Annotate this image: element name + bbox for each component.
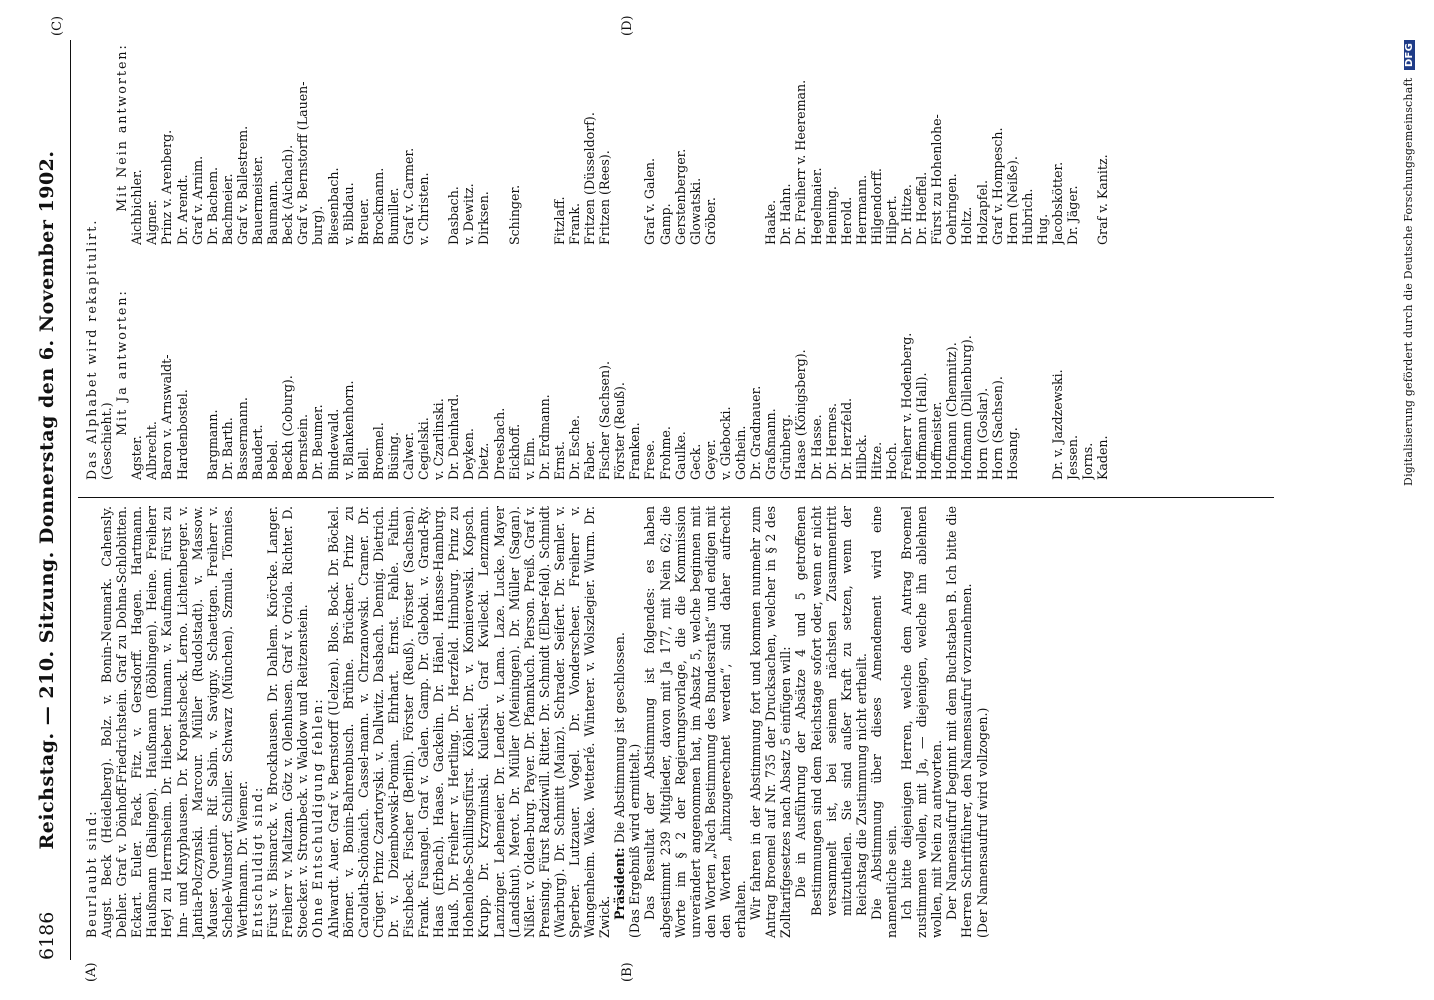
- vote-row: [809, 10, 824, 480]
- vote-row: [854, 10, 869, 480]
- right-column: [84, 10, 1110, 480]
- vote-row: [507, 10, 522, 480]
- ja-name: Dr. Hasse.: [808, 414, 824, 480]
- ja-name: Hardenbostel.: [174, 389, 190, 480]
- ja-name: Gaulke.: [672, 431, 688, 480]
- nein-name: Hegelmaier.: [808, 167, 824, 245]
- vote-row: [235, 10, 250, 480]
- vote-row: [386, 10, 401, 480]
- bitte-paragraph: Ich bitte diejenigen Herren, welche dem Antrag Broemel zustimmen wollen, mit Ja, — diejenigen, welche ihn ablehnen wollen, mit Nein zu antworten.: [899, 506, 945, 938]
- nein-name: Graf v. Ballestrem.: [234, 125, 250, 245]
- ja-name: v. Glebocki.: [717, 406, 733, 480]
- vote-headings: [114, 10, 129, 480]
- nein-name: Fürst zu Hohenlohe-: [929, 114, 945, 245]
- vote-row: [371, 10, 386, 480]
- vote-row: [582, 10, 597, 480]
- nein-name: Biesenbach.: [325, 167, 341, 245]
- vote-row: [416, 10, 431, 480]
- nein-name: [492, 10, 507, 245]
- ja-name: Horn (Sachsen).: [989, 376, 1005, 480]
- vote-row: [461, 10, 476, 480]
- nein-name: Oehringen.: [944, 173, 960, 245]
- nein-name: Herold.: [838, 196, 854, 245]
- vote-row: [914, 10, 929, 480]
- ja-name: Freiherr v. Hodenberg.: [899, 332, 915, 480]
- nein-name: Dr. Hahn.: [778, 183, 794, 245]
- nein-name: Dirksen.: [476, 191, 492, 245]
- margin-mark-d: (D): [620, 15, 635, 36]
- ja-name: [1020, 245, 1035, 480]
- vote-row: [431, 10, 446, 480]
- ja-heading: Mit Ja antworten:: [114, 289, 130, 436]
- nein-name: Hubrich.: [1019, 188, 1035, 245]
- vote-row: [295, 10, 310, 480]
- nein-name: Dr. Jäger.: [1065, 185, 1081, 245]
- nein-name: Graf v. Carmer.: [400, 147, 416, 245]
- vote-row: [144, 10, 159, 480]
- margin-mark-a: (A): [84, 962, 99, 982]
- ja-name: Dr. Erdmann.: [536, 394, 552, 480]
- nein-name: Dr. Bachem.: [204, 166, 220, 245]
- vote-row: [627, 10, 642, 480]
- ja-name: Förster (Reuß).: [612, 382, 628, 480]
- ja-name: Faber.: [582, 440, 598, 480]
- nein-name: Gröber.: [702, 197, 718, 245]
- vote-row: [658, 10, 673, 480]
- vote-row: [824, 10, 839, 480]
- vote-row: [220, 10, 235, 480]
- nein-name: [748, 10, 763, 245]
- vote-row: [1065, 10, 1080, 480]
- ja-name: Dreesbach.: [491, 407, 507, 480]
- margin-mark-b: (B): [620, 962, 635, 982]
- ja-name: Hoffmeister.: [929, 401, 945, 480]
- ja-name: Baudert.: [250, 424, 266, 480]
- nein-name: Graf v. Kanitz.: [1095, 154, 1111, 245]
- quote-paragraph: Die in Ausführung der Absätze 4 und 5 getroffenen Bestimmungen sind dem Reichstage sofort oder, wenn er nicht versammelt ist, bei seinem nächsten Zusammentritt mitzutheilen. Sie sind außer Kraft zu setzen, wenn der Reichstag die Zustimmung nicht ertheilt.: [793, 506, 869, 916]
- vote-row: [310, 10, 325, 480]
- ja-name: Dr. Hermes.: [823, 402, 839, 480]
- ja-name: Hoffmann (Hall).: [914, 372, 930, 480]
- praesident-label: Präsident:: [612, 847, 628, 920]
- alphabet-line: Das Alphabet wird rekapitulirt.: [84, 218, 99, 480]
- ja-name: Eickhoff.: [506, 423, 522, 480]
- ergebnis-note: (Das Ergebniß wird ermittelt.): [627, 743, 643, 938]
- vote-row: [929, 10, 944, 480]
- vote-row: [446, 10, 461, 480]
- entschuldigt-list: Fürst v. Bismarck. v. Brockhausen. Dr. Dahlem. Knörcke. Langer. Freiherr v. Maltzan. Götz v. Olenhusen. Graf v. Oriola. Richter. D. Stoecker. v. Strombeck. v. Waldow und Reitzenstein.: [265, 506, 311, 938]
- ja-name: Jessen.: [1065, 435, 1081, 480]
- ja-name: Deyken.: [461, 428, 477, 480]
- ja-name: v. Elm.: [521, 437, 537, 480]
- nein-name: Jacobskötter.: [1050, 161, 1065, 245]
- page-header: [28, 40, 68, 960]
- nein-name: Dr. Hoeffel.: [914, 171, 930, 245]
- nein-name: v. Dewitz.: [461, 183, 477, 245]
- vote-row: [899, 10, 914, 480]
- ja-name: Hitze.: [868, 441, 884, 480]
- ja-name: Geyer.: [702, 439, 718, 480]
- vote-row: [975, 10, 990, 480]
- vote-row: [341, 10, 356, 480]
- ja-name: Frese.: [642, 439, 658, 480]
- ja-name: Dr. Beumer.: [310, 404, 326, 480]
- vote-row: [129, 10, 144, 480]
- vote-row: [733, 10, 748, 480]
- nein-name: Holtz.: [959, 206, 975, 245]
- nein-name: Dasbach.: [446, 186, 462, 245]
- nein-name: Bachmeier.: [219, 173, 235, 245]
- header-rule: [70, 40, 71, 960]
- nein-name: Breuer.: [355, 198, 371, 245]
- vote-row: [944, 10, 959, 480]
- ja-name: Baron v. Arnswaldt-: [159, 354, 175, 480]
- vote-row: [356, 10, 371, 480]
- ja-name: Cegielski.: [416, 417, 432, 480]
- ja-name: Hosang.: [1004, 427, 1020, 480]
- ja-name: Beckh (Coburg).: [280, 375, 296, 480]
- ja-name: Dr. Herzfeld.: [838, 397, 854, 480]
- nein-name: Graf v. Hompesch.: [989, 127, 1005, 245]
- vote-row: [265, 10, 280, 480]
- vote-row: [869, 10, 884, 480]
- vote-row: [688, 10, 703, 480]
- ja-name: Calwer.: [400, 431, 416, 480]
- ja-name: Fischer (Sachsen).: [597, 360, 613, 480]
- nein-name: burg).: [310, 205, 326, 245]
- beurlaubt-heading: Beurlaubt sind:: [84, 809, 99, 938]
- vote-row: [250, 10, 265, 480]
- ja-name: Bebel.: [265, 439, 281, 480]
- nein-name: Glowatski.: [687, 177, 703, 245]
- vote-row: [552, 10, 567, 480]
- vote-row: [778, 10, 793, 480]
- result-paragraph: Das Resultat der Abstimmung ist folgendes: es haben abgestimmt 239 Mitglieder, davon mit Ja 177, mit Nein 62; die Worte im § 2 der Regierungsvorlage, die die Kommission unverändert angenommen hat, im Absatz 5, welche beginnen mit den Worten „Nach Bestimmung des Bundesraths“ und endigen mit den Worten „hinzugerechnet werden“, sind daher aufrecht erhalten.: [642, 506, 749, 938]
- vote-row: [612, 10, 627, 480]
- nein-name: Prinz v. Arenberg.: [159, 129, 175, 245]
- nein-name: Hug.: [1034, 213, 1050, 245]
- nein-name: Fritzen (Düsseldorf).: [582, 112, 598, 245]
- margin-mark-c: (C): [50, 15, 65, 36]
- nein-name: Hilpert.: [883, 195, 899, 245]
- ja-name: Frohme.: [657, 426, 673, 480]
- geschieht-note: (Geschieht.): [99, 402, 115, 480]
- nein-heading: Mit Nein antworten:: [114, 43, 130, 212]
- left-column: [84, 506, 990, 938]
- ja-name: Hofmann (Dillenburg).: [959, 335, 975, 480]
- ja-name: Broemel.: [370, 422, 386, 480]
- vote-row: [476, 10, 491, 480]
- vote-row: [175, 10, 190, 480]
- nein-name: Dr. Hitze.: [899, 184, 915, 245]
- vote-row: [205, 10, 220, 480]
- ja-name: Dr. Gradnauer.: [748, 385, 764, 480]
- praesident-line: [612, 506, 627, 938]
- ja-name: v. Czarlinski.: [431, 398, 447, 480]
- digitization-note: [1402, 40, 1415, 960]
- ja-name: Franken.: [627, 422, 643, 480]
- nein-name: v. Bibdau.: [340, 182, 356, 245]
- ja-name: Haase (Königsberg).: [793, 349, 809, 480]
- beurlaubt-list: Augst. Beck (Heidelberg). Bolz. v. Bonin-Neumark. Cahensly. Dehler. Graf v. Dönhoff-Friedrichstein. Graf zu Dohna-Schlobitten. Eckart. Euler. Fack. Fitz. v. Gersdorff. Hagen. Hartmann. Haußmann (Balingen). Haußmann (Böblingen). Heine. Freiherr Heyl zu Herrnsheim. Dr. Hieber. Humann. v. Kaufmann. Fürst zu Inn- und Knyphausen. Dr. Kropatscheck. Lerno. Lichtenberger. v. Jantia-Polczynski. Marcour. Müller (Rudolstadt). v. Massow. Mauser. Quentin. Rif. Sabin. v. Savigny. Schaettgen. Freiherr v. Schele-Wunstorf. Schiller. Schwarz (München). Szmula. Tönnies. Werthmann. Dr. Wiemer.: [99, 506, 250, 938]
- ja-name: Bindewald.: [325, 408, 341, 480]
- praesident-text: Die Abstimmung ist geschlossen.: [612, 632, 628, 844]
- vote-row: [959, 10, 974, 480]
- nein-name: Aigner.: [144, 199, 160, 245]
- nein-name: Frank.: [567, 202, 582, 245]
- ja-name: Hilbck.: [853, 434, 869, 480]
- vote-row: [1005, 10, 1020, 480]
- vote-row: [839, 10, 854, 480]
- nein-name: Gerstenberger.: [672, 148, 688, 245]
- vote-row: [763, 10, 778, 480]
- nein-name: [1080, 10, 1095, 245]
- vote-row: [1050, 10, 1065, 480]
- fortfahren-paragraph: Wir fahren in der Abstimmung fort und kommen nunmehr zum Antrag Broemel auf Nr. 735 der Drucksachen, welcher in § 2 des Zolltarifgesetzes nach Absatz 5 einfügen will:: [748, 506, 794, 938]
- ja-name: Dr. Deinhard.: [446, 393, 462, 480]
- vote-row: [1020, 10, 1035, 480]
- vote-row: [642, 10, 657, 480]
- ohne-heading: Ohne Entschuldigung fehlen:: [310, 697, 326, 938]
- nein-name: Dr. Freiherr v. Heereman.: [793, 79, 809, 245]
- nein-name: Baumann.: [265, 180, 281, 245]
- nein-name: [431, 10, 446, 245]
- ja-name: Gothein.: [733, 425, 749, 480]
- ja-name: Bernstein.: [295, 414, 311, 480]
- vote-list: [129, 10, 1110, 480]
- ja-name: Albrecht.: [144, 421, 160, 480]
- ja-name: Dr. Esche.: [567, 414, 582, 480]
- vote-row: [1080, 10, 1095, 480]
- nein-name: [733, 10, 748, 245]
- vote-row: [522, 10, 537, 480]
- vote-row: [159, 10, 174, 480]
- vote-row: [567, 10, 582, 480]
- vote-row: [597, 10, 612, 480]
- ja-name: Horn (Goslar).: [974, 387, 990, 480]
- nein-name: Aichbichler.: [129, 169, 145, 245]
- vote-row: [190, 10, 205, 480]
- running-title: Reichstag. — 210. Sitzung. Donnerstag den 6. November 1902.: [36, 150, 58, 850]
- ja-name: Jorns.: [1080, 442, 1096, 480]
- ohne-list: Ahlwardt. Auer. Graf v. Bernstorff (Uelzen). Blos. Bock. Dr. Böckel. Börner. v. Bonin-Bahrenbusch. Brühne. Brückner. Prinz zu Carolath-Schönaich. Cassel-mann. v. Chrzanowski. Cramer. Dr. Crüger. Prinz Czartoryski. v. Dallwitz. Dasbach. Dennig. Dietrich. Dr. v. Dziembowski-Pomian. Ehrhart. Ernst. Fahle. Faltin. Fischbeck. Fischer (Berlin). Förster (Reuß). Förster (Sachsen). Frank. Fusangel. Graf v. Galen. Gamp. Dr. Gleboki. v. Grand-Ry. Haas (Erbach). Haase. Gackelin. Dr. Hänel. Hansse-Hamburg. Hauß. Dr. Freiherr v. Hertling. Dr. Herzfeld. Himburg. Prinz zu Hohenlohe-Schillingsfürst. Köhler. Dr. v. Komierowski. Kopsch. Krupp. Dr. Krzyminski. Kulerski. Graf Kwilecki. Lenzmann. Lanzinger. Lehemeier. Dr. Lender. v. Lama. Laze. Lucke. Mayer (Landshut). Merot. Dr. Müller (Meiningen). Dr. Müller (Sagan). Nißler. v. Olden-burg. Payer. Dr. Pfannkuch. Pierson. Preiß. Graf v. Prensing. Fürst Radziwill. Ritter. Dr. Schmidt (Elber-feld). Schmidt (Warburg). Dr. Schmitt (Mainz). Schrader. Seifert. Dr. Semler. v. Sperber. Lutzauer. Vogel. Dr. Vonderscheer. Freiherr v. Wangenheim. Wake. Wetterlé. Winterer. v. Wolszlegier. Wurm. Dr. Zwick.: [325, 506, 613, 938]
- vote-row: [748, 10, 763, 480]
- ja-name: Blell.: [355, 447, 371, 480]
- ja-name: Hofmann (Chemnitz).: [944, 342, 960, 480]
- nein-name: [627, 10, 642, 245]
- ja-name: Dr. v. Jazdzewski.: [1050, 369, 1065, 480]
- nein-name: Schinger.: [506, 184, 522, 245]
- vote-row: [537, 10, 552, 480]
- page-number: 6186: [36, 911, 58, 960]
- ja-name: Dietz.: [476, 442, 492, 480]
- nein-name: Graf v. Bernstorff (Lauen-: [295, 81, 311, 245]
- nein-name: Brockmann.: [370, 167, 386, 245]
- ja-name: Graßmann.: [763, 408, 779, 480]
- vote-row: [492, 10, 507, 480]
- vote-row: [990, 10, 1005, 480]
- nein-name: Fitzlaff.: [551, 196, 567, 245]
- ja-name: Grünberg.: [778, 414, 794, 480]
- vote-row: [1095, 10, 1110, 480]
- nein-name: Haake.: [763, 199, 779, 245]
- nein-name: Bauermeister.: [250, 155, 266, 245]
- nein-name: [612, 10, 627, 245]
- ja-name: Bassermann.: [234, 397, 250, 480]
- ja-name: Büsing.: [385, 431, 401, 480]
- nein-name: Beck (Aichach).: [280, 144, 296, 245]
- nein-name: Graf v. Arnim.: [189, 155, 205, 245]
- nein-name: Henning.: [823, 186, 839, 245]
- vote-row: [1035, 10, 1050, 480]
- nein-name: [537, 10, 552, 245]
- nein-name: Bumiller.: [385, 187, 401, 245]
- vote-row: [718, 10, 733, 480]
- dfg-logo: DFG: [1404, 40, 1415, 70]
- nein-name: Gamp.: [657, 203, 673, 245]
- namensaufruf-paragraph: Der Namensaufruf beginnt mit dem Buchstaben B. Ich bitte die Herren Schriftführer, den Namensaufruf vorzunehmen.: [944, 506, 975, 938]
- nein-name: [522, 10, 537, 245]
- vote-row: [673, 10, 688, 480]
- vote-row: [884, 10, 899, 480]
- ja-name: Hoch.: [883, 442, 899, 480]
- vote-row: [793, 10, 808, 480]
- column-divider: [78, 497, 1274, 498]
- vote-row: [703, 10, 718, 480]
- ja-name: Kaden.: [1095, 435, 1111, 480]
- vote-row: [326, 10, 341, 480]
- vote-row: [401, 10, 416, 480]
- nein-name: [718, 10, 733, 245]
- nein-name: Dr. Arendt.: [174, 174, 190, 245]
- nein-name: Horn (Neiße).: [1004, 156, 1020, 245]
- nein-name: Fritzen (Rees).: [597, 150, 613, 245]
- nein-name: v. Christen.: [416, 172, 432, 245]
- ja-name: Agster.: [129, 435, 145, 480]
- nein-name: Graf v. Galen.: [642, 157, 658, 245]
- namentlich-paragraph: Die Abstimmung über dieses Amendement wird eine namentliche sein.: [868, 506, 899, 938]
- vote-row: [280, 10, 295, 480]
- vollzogen-note: (Der Namensaufruf wird vollzogen.): [974, 707, 990, 938]
- digitization-text: Digitalisierung gefördert durch die Deutsche Forschungsgemeinschaft: [1402, 77, 1415, 486]
- ja-name: Bargmann.: [204, 409, 220, 480]
- ja-name: v. Blankenhorn.: [340, 380, 356, 480]
- ja-name: [190, 245, 205, 480]
- ja-name: [1035, 245, 1050, 480]
- nein-name: Hilgendorff.: [868, 168, 884, 245]
- ja-name: Dr. Barth.: [219, 417, 235, 480]
- ja-name: Ernst.: [551, 441, 567, 480]
- nein-name: Holzapfel.: [974, 180, 990, 245]
- nein-name: Herrmann.: [853, 174, 869, 245]
- ja-name: Geck.: [687, 443, 703, 480]
- entschuldigt-heading: Entschuldigt sind:: [250, 785, 266, 938]
